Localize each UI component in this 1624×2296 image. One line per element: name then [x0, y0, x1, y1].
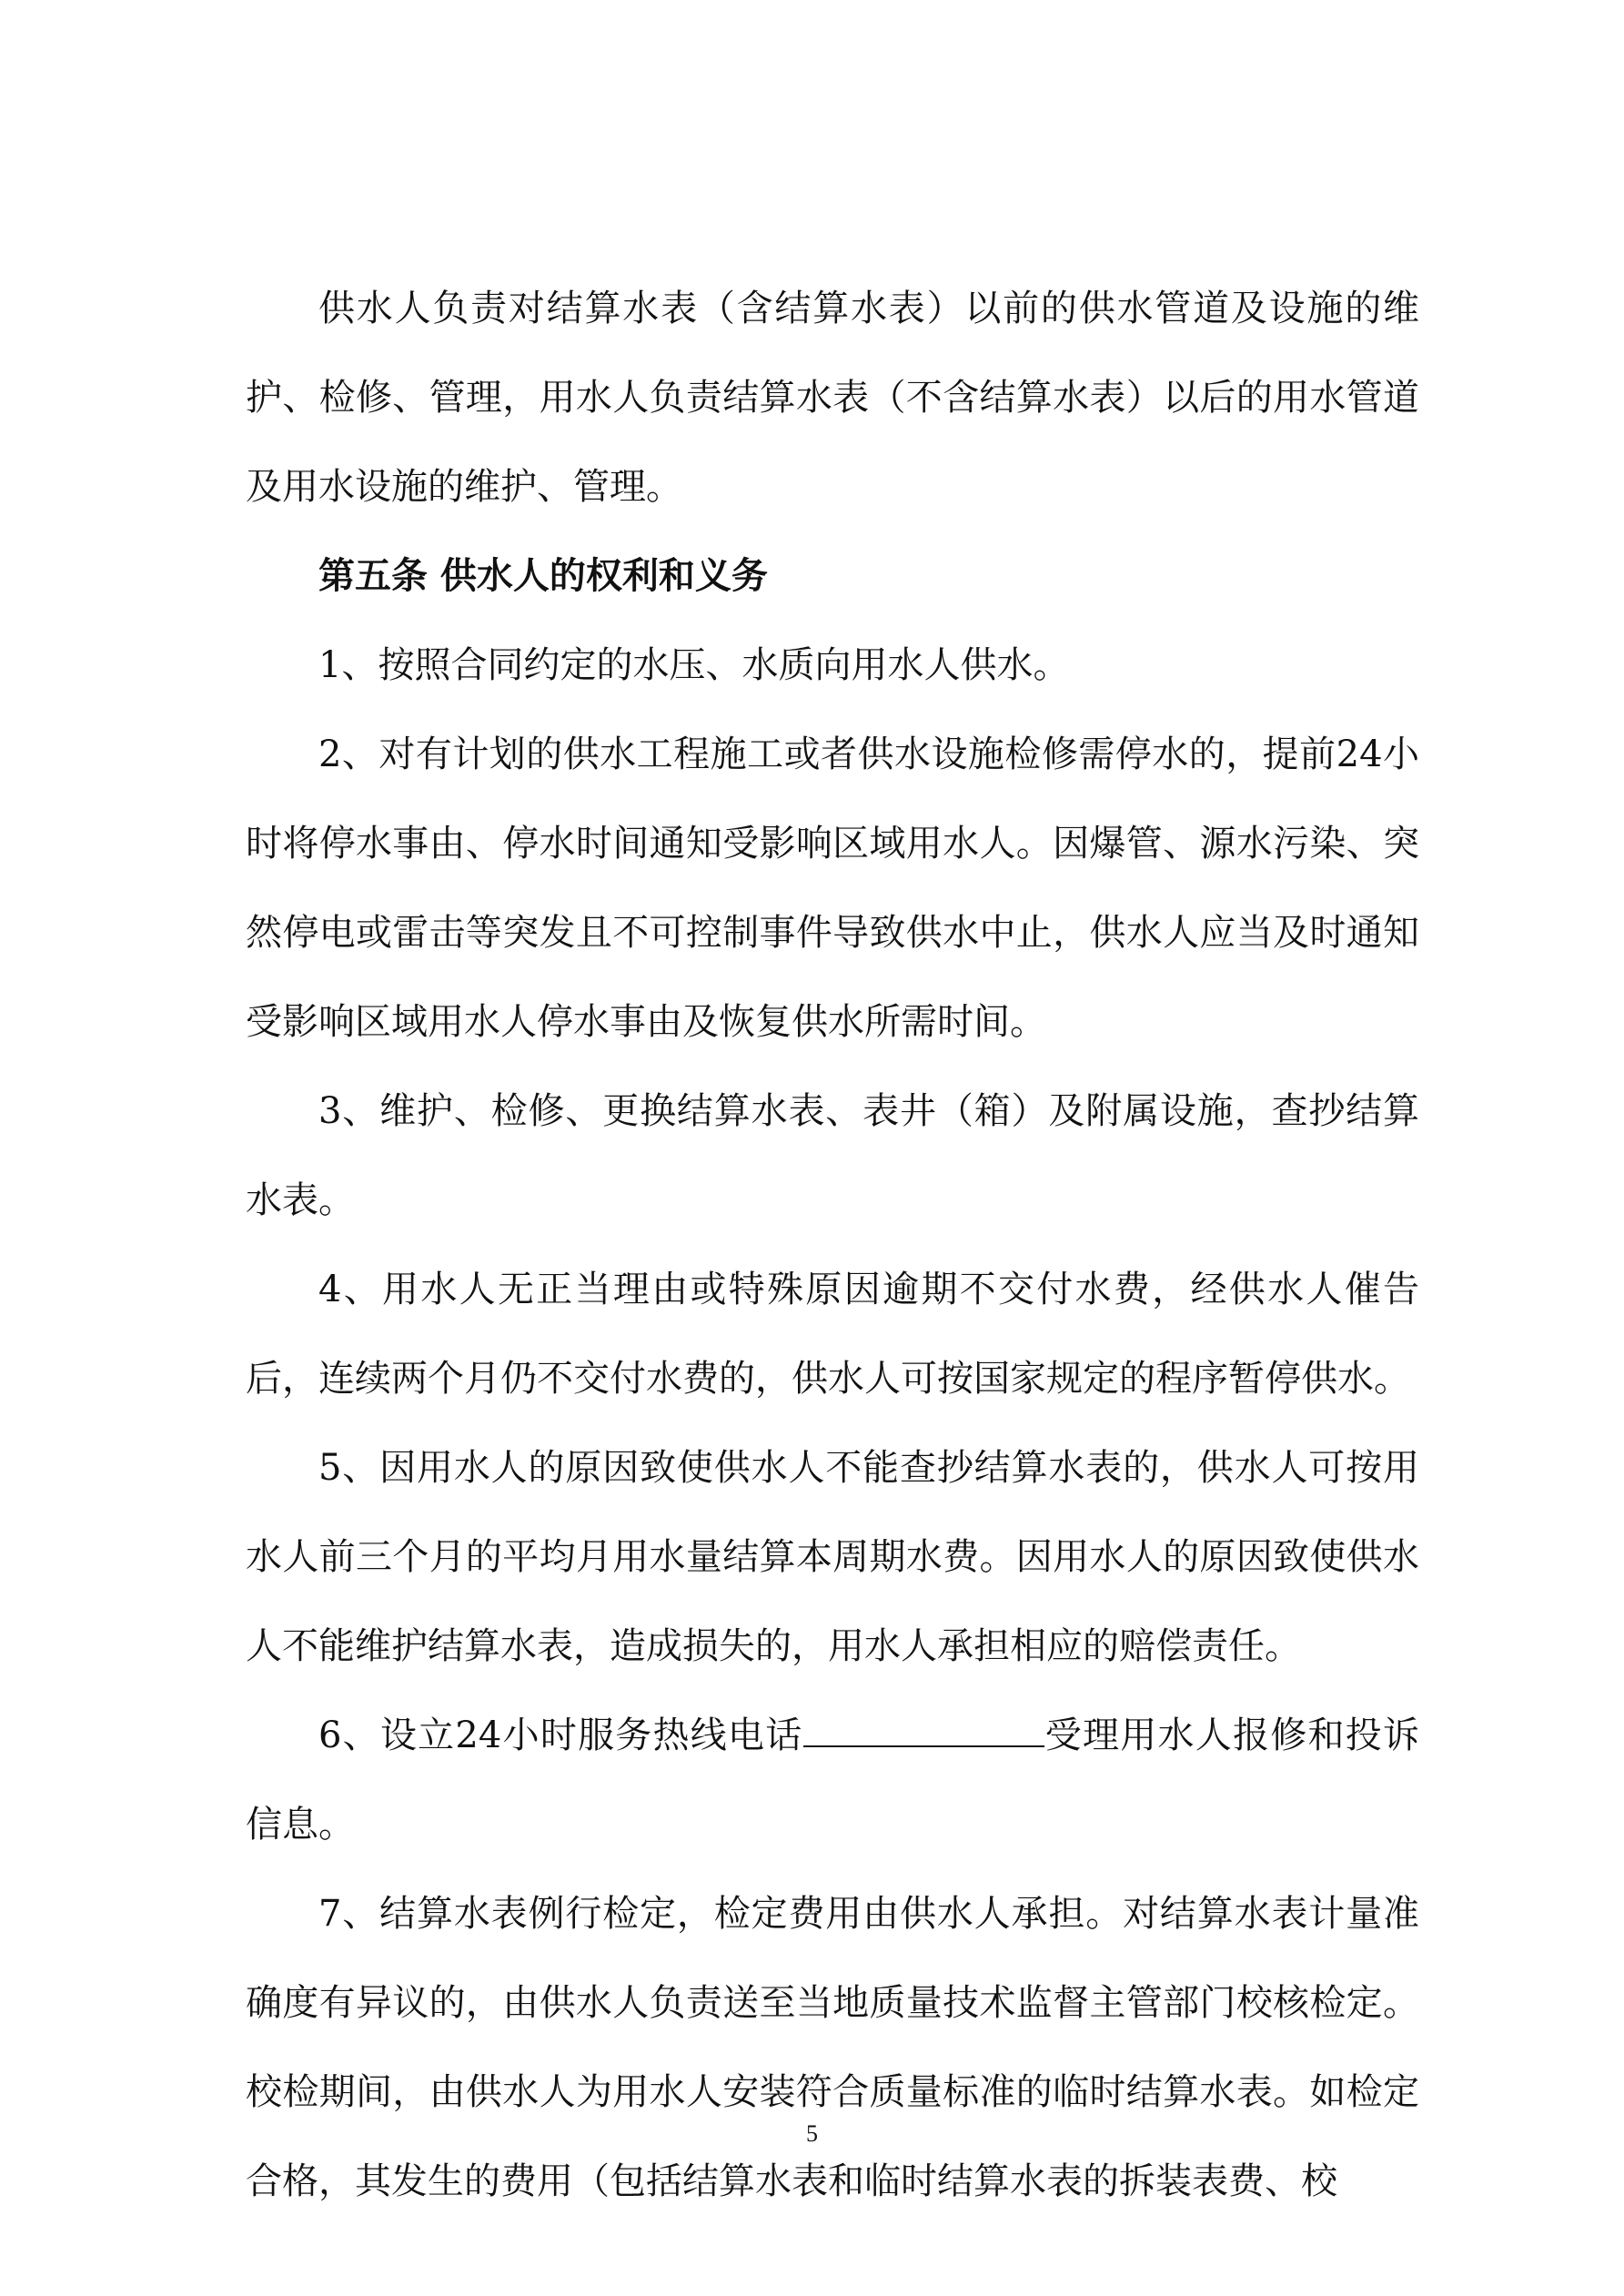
clause-2: 2、对有计划的供水工程施工或者供水设施检修需停水的，提前24小时将停水事由、停水时间通知受影响区域用水人。因爆管、源水污染、突然停电或雷击等突发且不可控制事件导致供水中止，供水人应当及时通知受影响区域用水人停水事由及恢复供水所需时间。 [246, 733, 1419, 1043]
article-five-heading: 第五条 供水人的权利和义务 [318, 555, 768, 597]
paragraph-maintenance-responsibility: 供水人负责对结算水表（含结算水表）以前的供水管道及设施的维护、检修、管理，用水人负责结算水表（不含结算水表）以后的用水管道及用水设施的维护、管理。 [246, 288, 1419, 508]
page-number: 5 [806, 2120, 818, 2147]
clause-3: 3、维护、检修、更换结算水表、表井（箱）及附属设施，查抄结算水表。 [246, 1090, 1419, 1221]
clause-7: 7、结算水表例行检定，检定费用由供水人承担。对结算水表计量准确度有异议的，由供水人负责送至当地质量技术监督主管部门校核检定。校检期间，由供水人为用水人安装符合质量标准的临时结算水表。如检定合格，其发生的费用（包括结算水表和临时结算水表的拆装表费、校 [246, 1893, 1419, 2202]
hotline-blank-field [803, 1714, 1044, 1747]
clause-6-text-after: 受理用水人报修和投诉信息。 [246, 1714, 1419, 1846]
clause-6 [246, 1691, 1419, 1869]
clause-4: 4、用水人无正当理由或特殊原因逾期不交付水费，经供水人催告后，连续两个月仍不交付水费的，供水人可按国家规定的程序暂停供水。 [246, 1269, 1419, 1400]
clause-1: 1、按照合同约定的水压、水质向用水人供水。 [318, 644, 1070, 686]
clause-6-text-before: 6、设立24小时服务热线电话 [318, 1714, 803, 1756]
body-text [246, 264, 1419, 2226]
clause-5: 5、因用水人的原因致使供水人不能查抄结算水表的，供水人可按用水人前三个月的平均月用水量结算本周期水费。因用水人的原因致使供水人不能维护结算水表，造成损失的，用水人承担相应的赔偿责任。 [246, 1447, 1419, 1667]
